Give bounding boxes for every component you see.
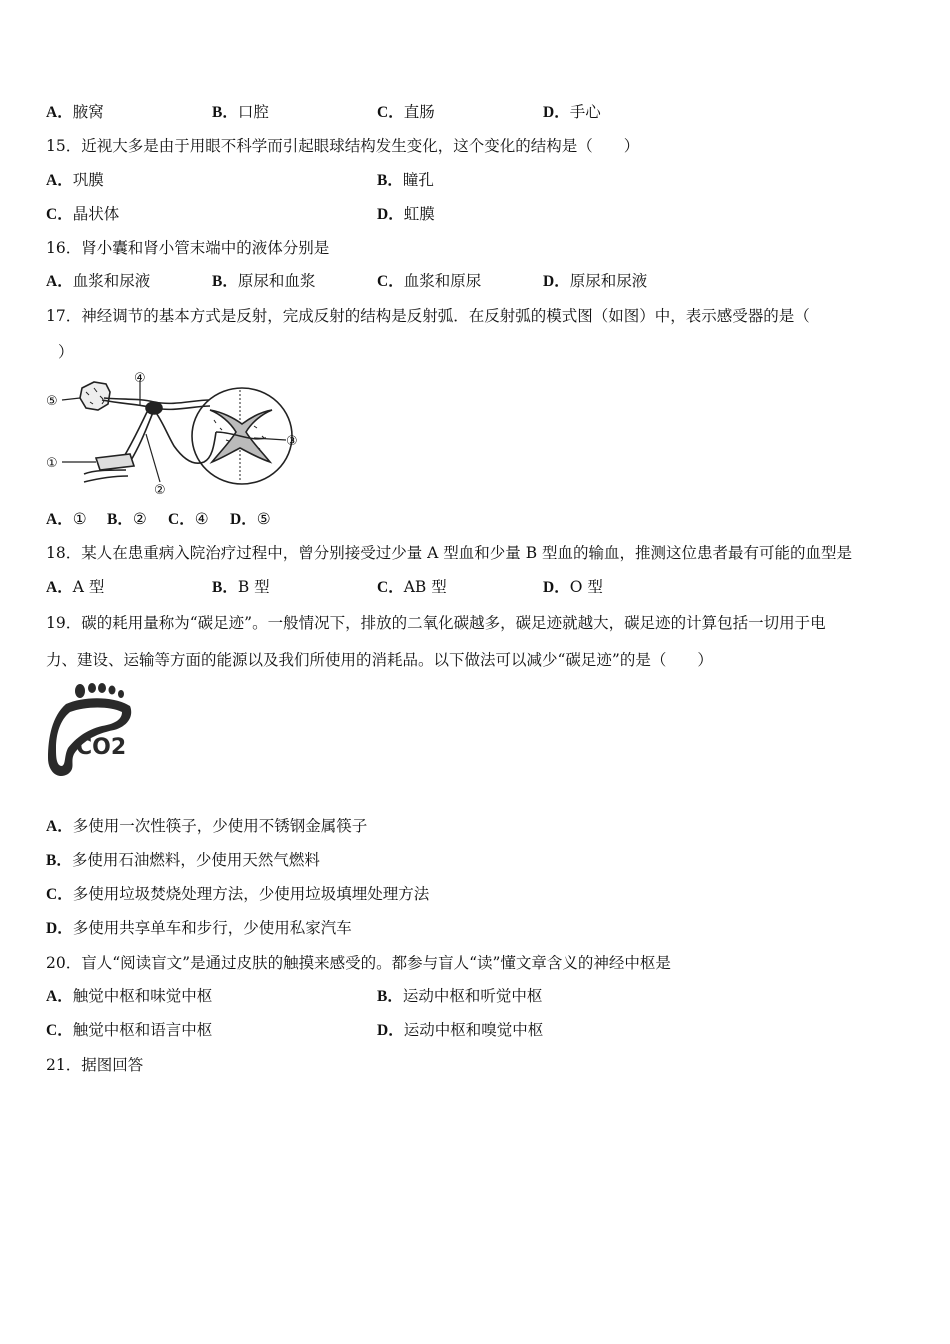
- q20-stem: 20．盲人“阅读盲文”是通过皮肤的触摸来感受的。都参与盲人“读”懂文章含义的神经中枢是: [46, 954, 671, 972]
- q14-option-c: C．直肠: [377, 103, 435, 121]
- q15-option-a: A．巩膜: [46, 171, 104, 189]
- carbon-footprint-icon: [44, 682, 136, 780]
- reflex-arc-diagram: [44, 370, 306, 498]
- q15-option-b: B．瞳孔: [377, 171, 434, 189]
- label-3: ③: [286, 434, 298, 449]
- q20-option-a: A．触觉中枢和味觉中枢: [46, 987, 213, 1005]
- q19-option-a: A．多使用一次性筷子，少使用不锈钢金属筷子: [46, 817, 368, 835]
- label-5: ⑤: [46, 394, 58, 409]
- q19-stem-line2: 力、建设、运输等方面的能源以及我们所使用的消耗品。以下做法可以减少“碳足迹”的是（ ）: [46, 651, 713, 669]
- q17-stem-line1: 17．神经调节的基本方式是反射，完成反射的结构是反射弧．在反射弧的模式图（如图）中，表示感受器的是（: [46, 307, 810, 325]
- q19-option-c: C．多使用垃圾焚烧处理方法，少使用垃圾填埋处理方法: [46, 885, 430, 903]
- q19-option-d: D．多使用共享单车和步行，少使用私家汽车: [46, 919, 352, 937]
- q20-option-b: B．运动中枢和听觉中枢: [377, 987, 543, 1005]
- q17-stem-line2: ）: [58, 343, 74, 361]
- q16-stem: 16．肾小囊和肾小管末端中的液体分别是: [46, 239, 330, 257]
- q20-option-d: D．运动中枢和嗅觉中枢: [377, 1021, 544, 1039]
- q21-stem: 21．据图回答: [46, 1056, 144, 1074]
- q16-option-a: A．血浆和尿液: [46, 272, 151, 290]
- q14-option-d: D．手心: [543, 103, 601, 121]
- q18-option-c: C．AB 型: [377, 578, 447, 596]
- q20-option-c: C．触觉中枢和语言中枢: [46, 1021, 213, 1039]
- co2-text: CO2: [76, 735, 127, 760]
- q15-option-c: C．晶状体: [46, 205, 120, 223]
- label-2: ②: [154, 483, 166, 498]
- q18-option-a: A．A 型: [46, 578, 105, 596]
- q15-stem: 15．近视大多是由于用眼不科学而引起眼球结构发生变化，这个变化的结构是（ ）: [46, 137, 640, 155]
- label-1: ①: [46, 456, 58, 471]
- q19-option-b: B．多使用石油燃料，少使用天然气燃料: [46, 851, 320, 869]
- q14-option-a: A．腋窝: [46, 103, 104, 121]
- label-4: ④: [134, 371, 146, 386]
- q17-option-d: D．⑤: [230, 510, 271, 528]
- q17-option-b: B．②: [107, 510, 147, 528]
- q18-stem: 18．某人在患重病入院治疗过程中，曾分别接受过少量 A 型血和少量 B 型血的输血，推测这位患者最有可能的血型是: [46, 544, 853, 562]
- q18-option-b: B．B 型: [212, 578, 270, 596]
- q17-option-c: C．④: [168, 510, 209, 528]
- q16-option-b: B．原尿和血浆: [212, 272, 316, 290]
- q17-option-a: A．①: [46, 510, 87, 528]
- q18-option-d: D．O 型: [543, 578, 603, 596]
- q15-option-d: D．虹膜: [377, 205, 435, 223]
- q16-option-d: D．原尿和尿液: [543, 272, 648, 290]
- q14-option-b: B．口腔: [212, 103, 269, 121]
- q16-option-c: C．血浆和原尿: [377, 272, 482, 290]
- q19-stem-line1: 19．碳的耗用量称为“碳足迹”。一般情况下，排放的二氧化碳越多，碳足迹就越大，碳足迹的计算包括一切用于电: [46, 614, 826, 632]
